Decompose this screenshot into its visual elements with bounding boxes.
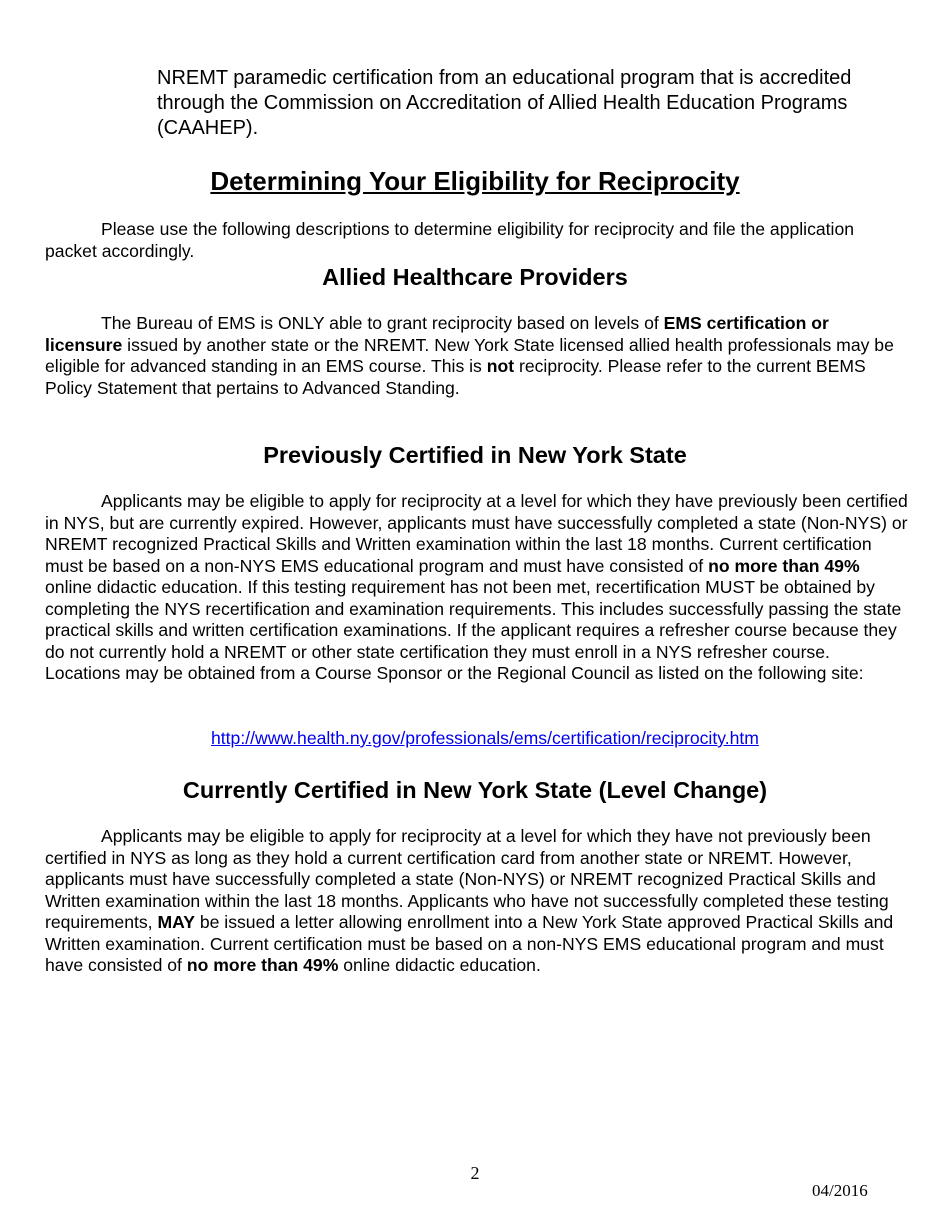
eligibility-intro-text: Please use the following descriptions to determine eligibility for reciprocity and file the application packet accordingly.	[45, 219, 855, 261]
footer-date: 04/2016	[812, 1181, 868, 1200]
current-paragraph	[45, 826, 910, 977]
current-heading: Currently Certified in New York State (Level Change)	[182, 777, 768, 803]
previous-paragraph	[45, 491, 910, 685]
main-heading: Determining Your Eligibility for Reciprocity	[210, 166, 740, 196]
page-number: 2	[470, 1163, 480, 1183]
current-text-2: be issued a letter allowing enrollment into a New York State approved Practical Skills and Written examination. Current certification must be based on a non-NYS EMS educational program and must have consisted of	[45, 912, 894, 975]
allied-text-2: issued by another state or the NREMT. New York State licensed allied health professionals may be eligible for advanced standing in an EMS course. This is	[45, 334, 894, 376]
intro-paragraph: NREMT paramedic certification from an educational program that is accredited through the Commission on Accreditation of Allied Health Education Programs (CAAHEP).	[157, 67, 852, 139]
allied-bold-1: EMS certification or licensure	[45, 313, 829, 355]
allied-bold-2: not	[486, 356, 515, 376]
previous-text-2: online didactic education. If this testing requirement has not been met, recertification MUST be obtained by completing the NYS recertification and examination requirements. This includes successfully passing the state practical skills and written certification examinations. If the applicant requires a refresher course because they do not currently hold a NREMT or other state certification they must enroll in a NYS refresher course. Locations may be obtained from a Course Sponsor or the Regional Council as listed on the following site:	[45, 577, 902, 683]
current-text-3: online didactic education.	[338, 955, 541, 975]
allied-paragraph	[45, 313, 910, 399]
reciprocity-link-line	[211, 727, 759, 749]
allied-text-3: reciprocity. Please refer to the current BEMS Policy Statement that pertains to Advanced Standing.	[45, 356, 866, 398]
current-bold-2: no more than 49%	[186, 955, 339, 975]
previous-text-1: Applicants may be eligible to apply for reciprocity at a level for which they have previously been certified in NYS, but are currently expired. However, applicants must have successfully completed a state (Non-NYS) or NREMT recognized Practical Skills and Written examination within the last 18 months. Current certification must be based on a non-NYS EMS educational program and must have consisted of	[45, 491, 908, 576]
previous-heading: Previously Certified in New York State	[263, 442, 687, 468]
previous-bold-1: no more than 49%	[708, 555, 860, 576]
allied-text-1: The Bureau of EMS is ONLY able to grant reciprocity based on levels of	[101, 313, 664, 333]
current-bold-1: MAY	[157, 912, 195, 932]
allied-heading: Allied Healthcare Providers	[322, 264, 628, 290]
reciprocity-link[interactable]: http://www.health.ny.gov/professionals/ems/certification/reciprocity.htm	[211, 728, 759, 748]
eligibility-intro-paragraph	[45, 219, 910, 262]
current-text-1: Applicants may be eligible to apply for reciprocity at a level for which they have not previously been certified in NYS as long as they hold a current certification card from another state or NREMT. However, applicants must have successfully completed a state (Non-NYS) or NREMT recognized Practical Skills and Written examination within the last 18 months. Applicants who have not successfully completed these testing requirements,	[45, 826, 889, 932]
